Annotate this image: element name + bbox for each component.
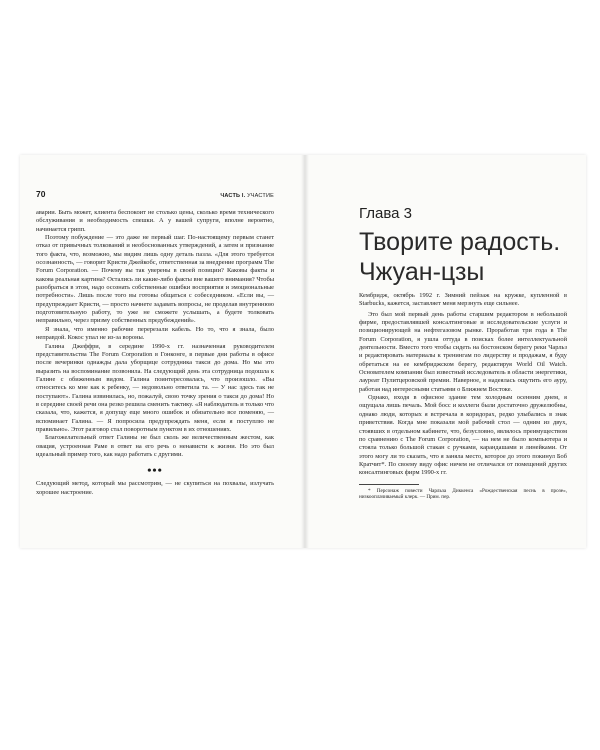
footnote-rule (359, 484, 419, 485)
paragraph: Галина Джеффри, в середине 1990-х гг. назначенная руководителем представительства The Forum Corporation в Гонконге, в первые дни работы в офисе после вечеринки однажды дала уборщице сотрудника такси до дома. Но мы это выразить на воспоминание позвонила. На следующий день эта сотрудница подошла к Галине с обиженным видом. Галина поинтересовалась, что произошло. «Вы относитесь ко мне как к ребенку, — недовольно ответила та. — У нас здесь так не поступают». Галина извинилась, но, пожалуй, свою точку зрения о такси до дома! Но в середине своей речи она резко решила сменить тактику. «Я наблюдатель и только что сказала, что, кажется, я допущу еще много ошибок и обязательно все поменяю, — вспоминает Галина. — Я попросила предупреждать меня, если я поступлю не правильно». Этот разговор стал поворотным пунктом в их отношениях. (36, 342, 274, 433)
left-page (20, 155, 301, 548)
running-head-part: ЧАСТЬ I. (220, 193, 246, 199)
paragraph: Благожелательный ответ Галины не был сколь же величественным жестом, как овация, устроенная Раме в ответ на его речь о ненависти к жизни. Но это был идеальный пример того, как надо работать с другими. (36, 434, 274, 458)
running-head (36, 189, 274, 199)
running-head-title (220, 193, 274, 199)
paragraph: Однако, входя в офисное здание тем холодным осенним днем, я ощущала лишь печаль. Мой босс и коллеги были достаточно дружелюбны, однако люди, которых я встречала в коридорах, редко улыбались в знак приветствия. Когда мне показали мой рабочий стол — одним из двух, стоявших в отдельном кабинете, что, безусловно, являлось преимуществом по сравнению с The Forum Corporation, — на нем не было компьютера и стояла только большой стакан с ручками, карандашами и линейками. От этого могу ли то сказать, что я заняла место, которое до этого покинул Боб Кратчит*. По своему виду офис ничем не отличался от помещений других консалтинговых фирм 1990-х гг. (359, 394, 567, 477)
page-number: 70 (36, 189, 46, 199)
paragraph: Это был мой первый день работы старшим редактором в небольшой фирме, предоставлявшей консалтинговые и исследовательские услуги и позиционирующей на нефтегазовом рынке. Проработав три года в The Forum Corporation, я ушла оттуда в поисках более интеллектуальной деятельности. Вместо того чтобы сидеть на бостонском берегу реки Чарльз и редактировать материалы к тренингам по лидерству и продажам, я буду обретаться на ее кембриджском берегу, редактируя World Oil Watch. Основателем компании был известный исследователь в области энергетики, лауреат Пулитцеровской премии. Наверное, я надеялась ощутить его ауру, работая над интересными статьями о Ближнем Востоке. (359, 310, 567, 393)
closing-paragraph: Следующий метод, который мы рассмотрим, — не скупиться на похвалы, излучать хорошее настроение. (36, 480, 274, 496)
book-gutter (301, 155, 309, 548)
right-page (309, 155, 586, 548)
book-spread (20, 155, 586, 548)
right-body-text (359, 292, 567, 501)
paragraph: Я знала, что именно рабочие перерезали кабель. Но то, что я знала, было неправдой. Кокос упал не из-за вороны. (36, 325, 274, 342)
paragraph: аварии. Быть может, клиента беспокоит не столько цены, сколько время технического обслуживания и необходимость спешки. А у вашей супруги, вполне вероятно, начинается грипп. (36, 209, 274, 233)
footnote: * Персонаж повести Чарльза Диккенса «Рождественская песнь в прозе», низкооплачиваемый клерк. — Прим. пер. (359, 487, 567, 501)
lead-paragraph: Кембридж, октябрь 1992 г. Зимний пейзаж на кружке, купленной в Starbucks, кажется, заставляет меня мерзнуть еще сильнее. (359, 292, 567, 308)
chapter-title: Творите радость. Чжуан-цзы (359, 228, 561, 286)
paragraph: Поэтому побуждение — это даже не первый шаг. По-настоящему первым станет отказ от привычных толкований и необоснованных утверждений, а затем и признание того факта, что, возможно, мы видим лишь одну деталь пазла. «Для этого требуется осознанность, — говорит Кристи Джейкобс, ответственная за внедрение программ The Forum Corporation. — Почему вы так уверены в своей позиции? Каковы факты и какова реальная картина? Остались ли какие-либо факты вне вашего внимания? Чтобы разобраться в этом, надо осознать собственные ошибки восприятия и эмоциональные потребности». Лишь после того вы готовы общаться с собеседником. «Если вы, — предупреждает Кристи, — просто начнете задавать вопросы, не проделав внутреннюю подготовительную работу, то уже не сможете услышать, а будете толковать неправильно, через призму собственных предубеждений». (36, 234, 274, 325)
left-body-text (36, 209, 274, 497)
running-head-section: УЧАСТИЕ (247, 193, 274, 199)
section-separator: ••• (147, 463, 163, 478)
chapter-label: Глава 3 (359, 205, 413, 222)
